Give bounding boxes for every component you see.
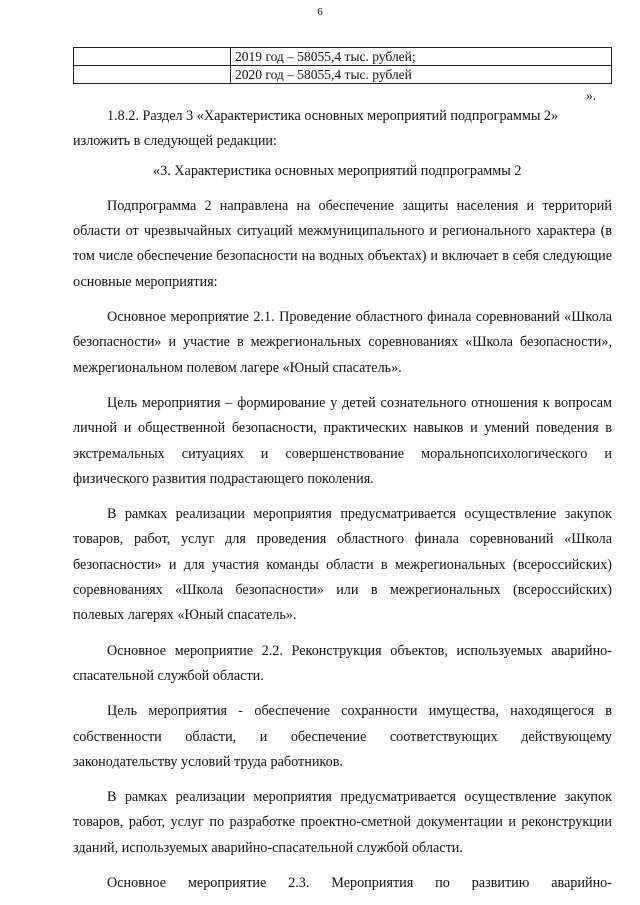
table-row [74,66,612,84]
closing-quote: ». [586,88,597,103]
table-cell-funding-2019: 2019 год – 58055,4 тыс. рублей; [231,48,612,66]
paragraph-procurement-2-2: В рамках реализации мероприятия предусматривается осуществление закупок товаров, работ, услуг по разработке проектно-сметной документации и реконструкции зданий, используемых аварийно-спасательной службой области. [73,789,612,856]
paragraph-measure-2-2: Основное мероприятие 2.2. Реконструкция объектов, используемых аварийно-спасательной службой области. [73,642,612,684]
table-cell-empty [74,48,231,66]
table-cell-funding-2020: 2020 год – 58055,4 тыс. рублей [231,66,612,84]
table-cell-empty [74,66,231,84]
funding-table [73,47,612,84]
amendment-continuation: изложить в следующей редакции: [73,133,277,150]
paragraph-measure-2-3: Основное мероприятие 2.3. Мероприятия по развитию аварийно- [107,875,612,892]
paragraph-measure-2-1: Основное мероприятие 2.1. Проведение областного финала соревнований «Школа безопасности» и участие в межрегиональных соревнованиях «Школа безопасности», межрегиональном полевом лагере «Юный спасатель». [73,309,612,376]
section-heading: «3. Характеристика основных мероприятий подпрограммы 2 [153,162,522,179]
paragraph-intro: Подпрограмма 2 направлена на обеспечение защиты населения и территорий области от чрезвычайных ситуаций межмуниципального и регионального характера (в том числе обеспечение безопасности на водных объектах) и включает в себя следующие основные мероприятия: [73,197,612,290]
paragraph-goal-2-2: Цель мероприятия - обеспечение сохранности имущества, находящегося в собственности области, и обеспечение соответствующих действующему законодательству условий труда работников. [73,703,612,770]
page-number: 6 [317,6,323,18]
table-row [74,48,612,66]
amendment-line: 1.8.2. Раздел 3 «Характеристика основных мероприятий подпрограммы 2» [107,108,559,124]
paragraph-goal-2-1: Цель мероприятия – формирование у детей сознательного отношения к вопросам личной и общественной безопасности, практических навыков и умений поведения в экстремальных ситуациях и совершенствование моральнопсихологического и физического развития подрастающего поколения. [73,394,612,487]
document-body [73,104,612,896]
paragraph-procurement-2-1: В рамках реализации мероприятия предусматривается осуществление закупок товаров, работ, услуг для проведения областного финала соревнований «Школа безопасности» и для участия команды области в межрегиональных (всероссийских) соревнованиях «Школа безопасности» или в межрегиональных (всероссийских) полевых лагерях «Юный спасатель». [73,506,612,624]
